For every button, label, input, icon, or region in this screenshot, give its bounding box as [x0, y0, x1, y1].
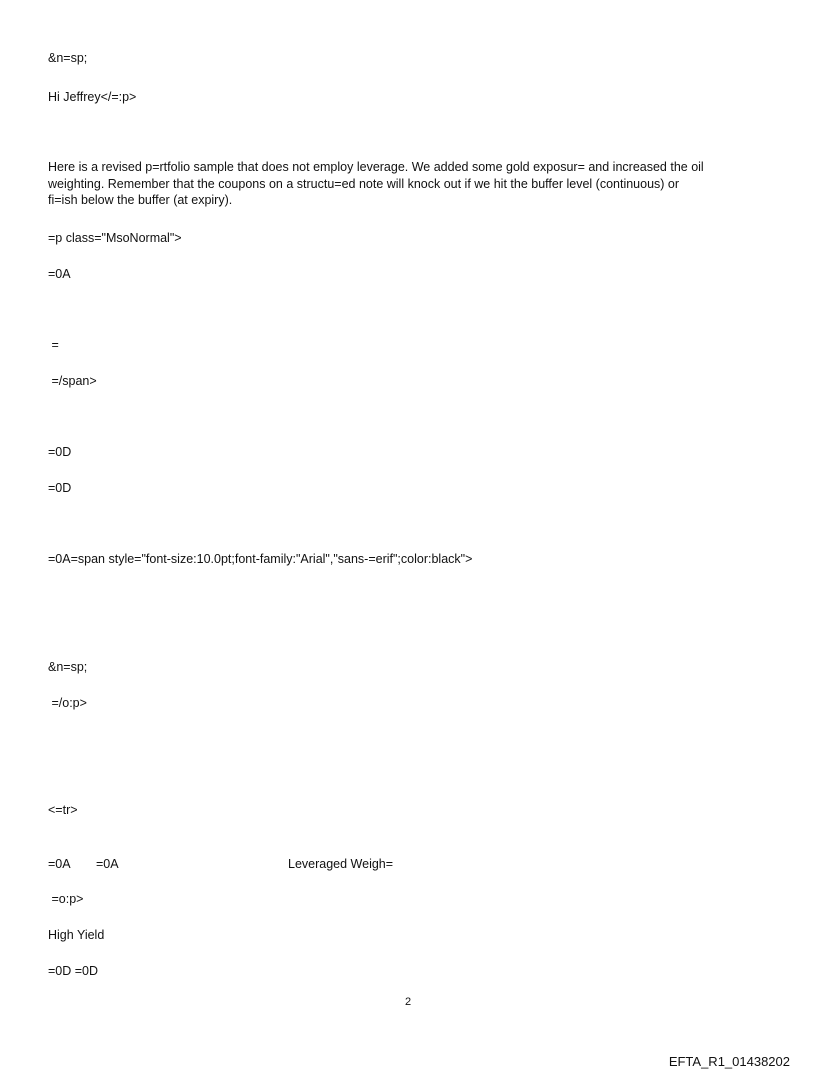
page-number: 2 [404, 996, 412, 1008]
bates-number: EFTA_R1_01438202 [668, 1054, 790, 1069]
text-line: &n=sp; [48, 51, 88, 65]
paragraph-line: Here is a revised p=rtfolio sample that does not employ leverage. We added some gold exposur= and increased the oil [48, 160, 704, 174]
paragraph-line: weighting. Remember that the coupons on a structu=ed note will knock out if we hit the buffer level (continuous) or [48, 176, 680, 191]
text-line: =0A [96, 857, 119, 871]
text-line: =0D [48, 481, 72, 495]
body-paragraph [48, 159, 763, 209]
paragraph-line: fi=ish below the buffer (at expiry). [48, 193, 233, 207]
table-header-text: Leveraged Weigh= [288, 857, 394, 871]
text-line: =p class="MsoNormal"> [48, 231, 182, 245]
text-line: <=tr> [48, 803, 78, 817]
text-line: =/span> [48, 374, 97, 388]
text-line: = [48, 338, 59, 352]
text-line: &n=sp; [48, 660, 88, 674]
table-row-label: High Yield [48, 928, 105, 942]
text-line: =0A [48, 857, 71, 871]
text-line: =0D =0D [48, 964, 99, 978]
greeting-line: Hi Jeffrey</=:p> [48, 90, 137, 104]
text-line: =/o:p> [48, 696, 87, 710]
text-line: =0D [48, 445, 72, 459]
text-line: =o:p> [48, 892, 84, 906]
text-line: =0A=span style="font-size:10.0pt;font-family:"Arial","sans-=erif";color:black"> [48, 552, 473, 566]
text-line: =0A [48, 267, 71, 281]
